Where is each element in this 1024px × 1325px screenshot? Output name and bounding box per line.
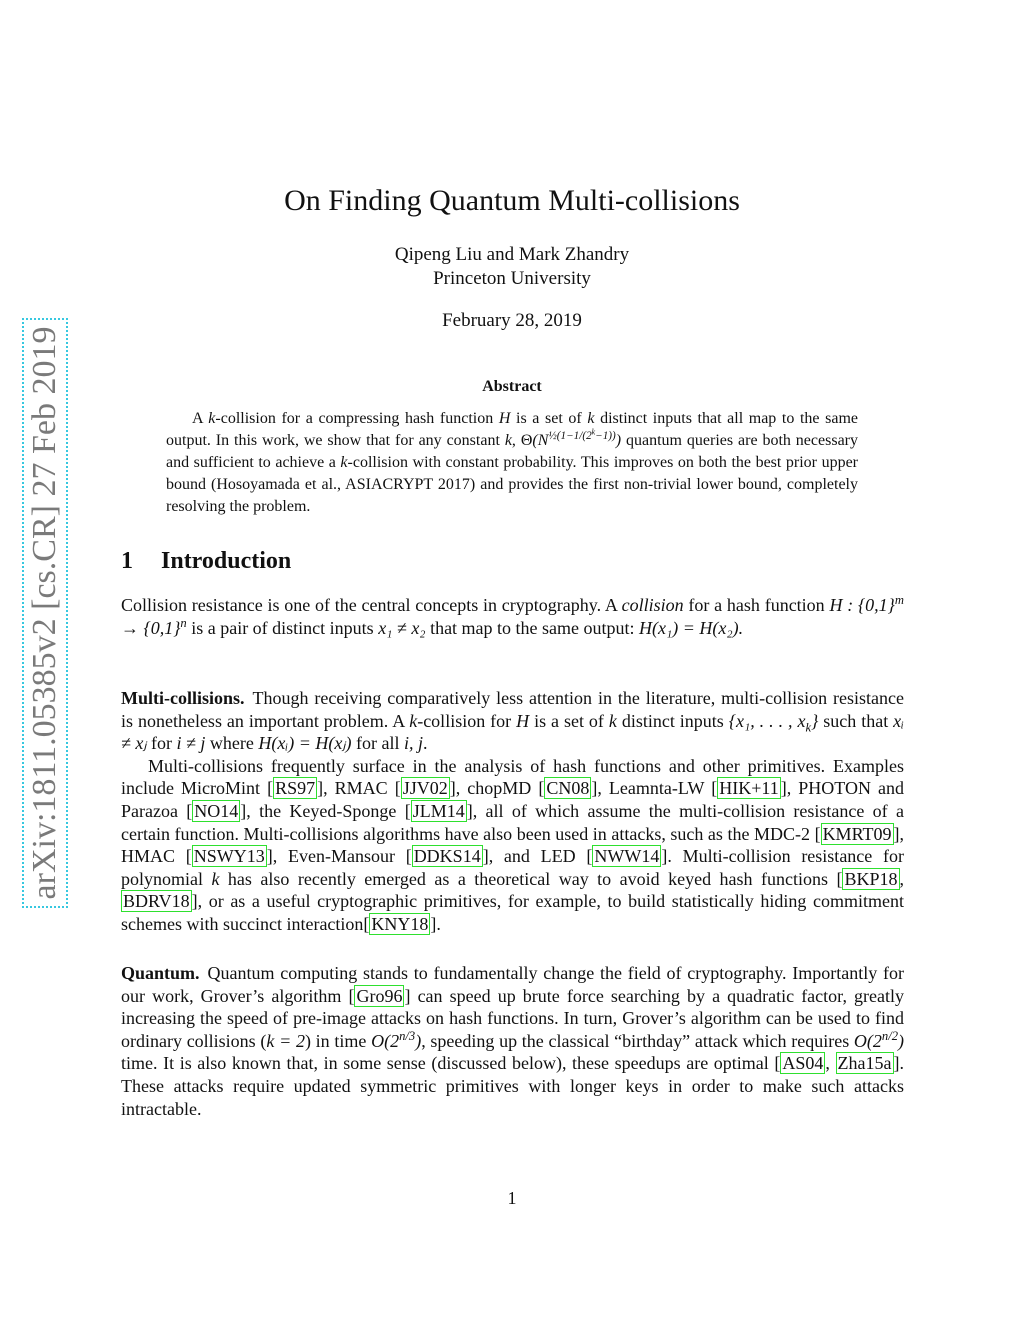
paper-title: On Finding Quantum Multi-collisions <box>284 184 740 217</box>
citation-bkp18[interactable]: BKP18 <box>844 868 898 889</box>
paper-affiliation: Princeton University <box>433 268 591 289</box>
arxiv-identifier-stamp[interactable] <box>22 318 68 908</box>
paper-date: February 28, 2019 <box>442 310 582 331</box>
quantum-paragraph: Quantum. Quantum computing stands to fundamentally change the field of cryptography. Importantly for our work, Grover’s algorithm [ Gro96 ] can speed up brute force searching by a quadratic factor, greatly increasing the speed of pre-image attacks on hash functions. In turn, Grover’s algorithm can be used to find ordinary collisions (k = 2) in time $O(2^{n/3})$, speeding up the classical “birthday” attack which requires $O(2^{n/2})$ time. It is also known that, in some sense (discussed below), these speedups are optimal [ AS04 , Zha15a ]. These attacks require updated symmetric primitives with longer keys in order to make such attacks intractable. <box>121 963 905 1119</box>
paper-authors: Qipeng Liu and Mark Zhandry <box>394 244 630 265</box>
theta-formula: $(N^{\frac{1}{2}(1-1/(2^k-1))})$ <box>532 426 622 449</box>
arxiv-identifier-text: arXiv:1811.05385v2 [cs.CR] 27 Feb 2019 <box>26 326 63 900</box>
citation-jlm14[interactable]: JLM14 <box>412 800 465 821</box>
citation-zha15a[interactable]: Zha15a <box>837 1053 892 1074</box>
citation-ddks14[interactable]: DDKS14 <box>413 846 481 867</box>
abstract-paragraph: A k-collision for a compressing hash function H is a set of k distinct inputs that all map to the same output. In this work, we show that for any constant k, $\Theta(N^{\frac{1}{2}(1-1/(2^k-1))})$ quantum queries are both necessary and sufficient to achieve a k-collision with constant probability. This improves on both the best prior upper bound (Hosoyamada et al., ASIACRYPT 2017) and provides the first non-trivial lower bound, completely resolving the problem. <box>166 410 859 515</box>
intro-paragraph: Collision resistance is one of the central concepts in cryptography. A collision for a hash function H : $\{0,1\}^m \to \{0,1\}^n$ is a pair of distinct inputs x₁ ≠ x₂ that map to the same output: H(x₁) = H(x₂). <box>121 593 904 638</box>
abstract-body <box>166 408 858 518</box>
citation-bdrv18[interactable]: BDRV18 <box>123 891 190 912</box>
hash-signature-formula: H : $\{0,1\}^m \to \{0,1\}^n$ <box>121 593 904 638</box>
citation-nswy13[interactable]: NSWY13 <box>193 846 265 867</box>
citation-rs97[interactable]: RS97 <box>275 778 316 799</box>
citation-nww14[interactable]: NWW14 <box>594 846 660 867</box>
citation-gro96[interactable]: Gro96 <box>356 985 403 1006</box>
section-number: 1 <box>121 548 133 574</box>
citation-no14[interactable]: NO14 <box>194 800 239 821</box>
citation-hik11[interactable]: HIK+11 <box>719 778 779 799</box>
run-in-heading-quantum: Quantum. <box>121 963 200 983</box>
page-number: 1 <box>507 1188 517 1208</box>
abstract-heading: Abstract <box>482 378 542 395</box>
citation-kny18[interactable]: KNY18 <box>371 913 429 934</box>
run-in-heading-multi-collisions: Multi-collisions. <box>121 688 245 708</box>
multi-collisions-paragraph: Multi-collisions. Though receiving comparatively less attention in the literature, multi-collision resistance is nonetheless an important problem. A k-collision for H is a set of k distinct inputs {x₁, . . . , $x_k$} such that xᵢ ≠ xⱼ for i ≠ j where H(xᵢ) = H(xⱼ) for all i, j. Multi-collisions frequently surface in the analysis of hash functions and other primitives. Examples include MicroMint [ RS97 ], RMAC [ JJV02 ], chopMD [ CN08 ], Leamnta-LW [ HIK+11 ], PHOTON and Parazoa [ NO14 ], the Keyed-Sponge [ JLM14 ], all of which assume the multi-collision resistance of a certain function. Multi-collisions algorithms have also been used in attacks, such as the MDC-2 [ KMRT09 ], HMAC [ NSWY13 ], Even-Mansour [ DDKS14 ], and LED [ NWW14 ]. Multi-collision resistance for polynomial k has also recently emerged as a theoretical way to avoid keyed hash functions [ BKP18 , BDRV18 ], or as a useful cryptographic primitives, for example, to build statistically hiding commitment schemes with succinct interaction[ KNY18 ]. <box>121 688 905 934</box>
citation-as04[interactable]: AS04 <box>782 1053 824 1074</box>
section-title: Introduction <box>161 548 292 574</box>
citation-kmrt09[interactable]: KMRT09 <box>822 823 892 844</box>
citation-jjv02[interactable]: JJV02 <box>402 778 448 799</box>
section-heading-introduction <box>121 548 291 575</box>
citation-cn08[interactable]: CN08 <box>546 778 590 799</box>
